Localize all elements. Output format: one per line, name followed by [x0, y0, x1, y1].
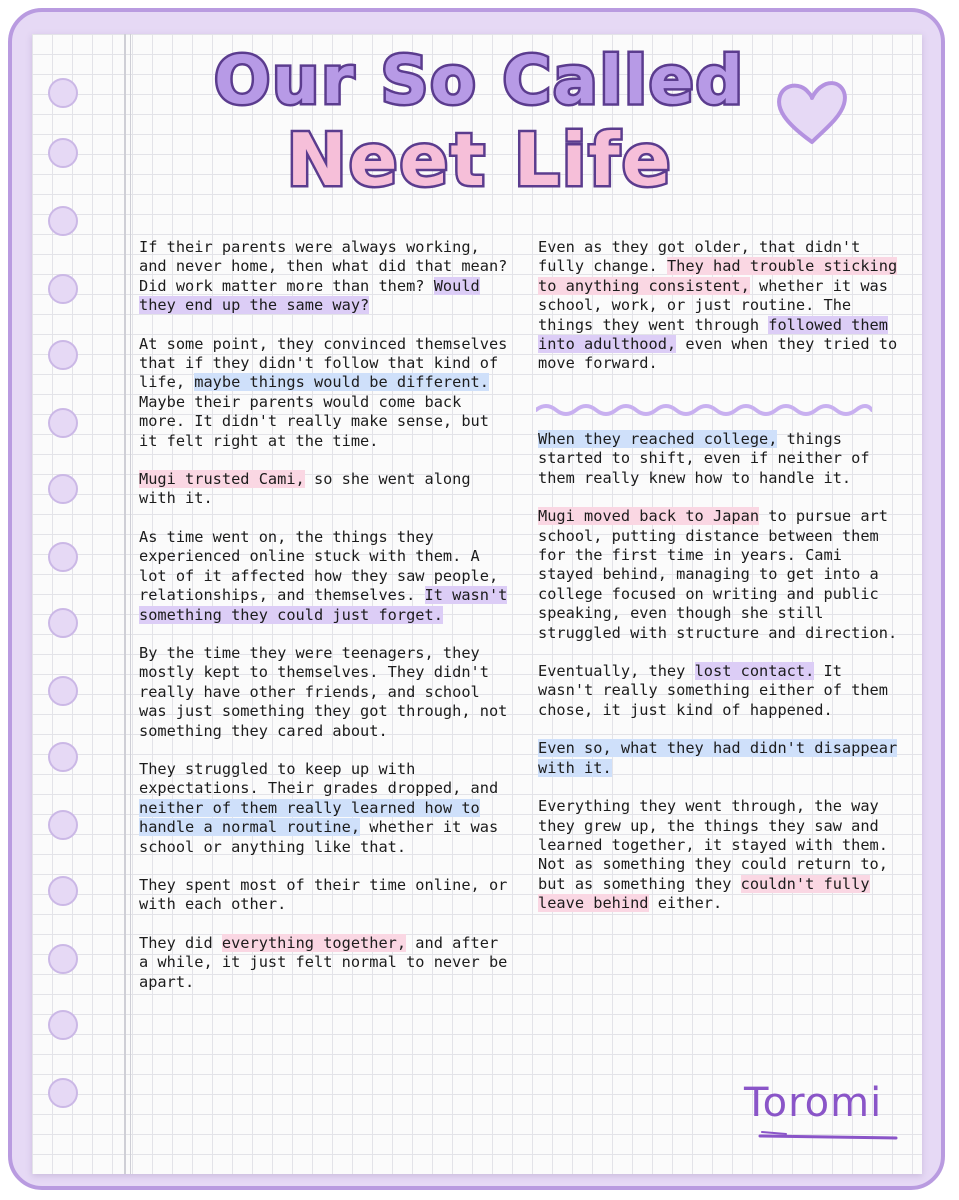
paragraph	[139, 528, 509, 625]
binder-hole	[48, 1010, 78, 1040]
paragraph	[139, 760, 509, 857]
highlighted-text: maybe things would be different.	[194, 373, 489, 392]
highlighted-text: neither of them really learned how to handle a normal routine,	[139, 798, 480, 837]
paragraph-text: whether it was school, work, or just routine. The things they went through	[538, 276, 888, 334]
highlighted-text: They had trouble sticking to anything consistent,	[538, 257, 898, 295]
paragraph-text: Eventually, they	[538, 662, 695, 681]
paragraph-text: Maybe their parents would come back more. It didn't really make sense, but it felt right at the time.	[139, 392, 489, 450]
signature-underline	[756, 1124, 906, 1144]
paragraph-text: whether it was school or anything like that.	[139, 818, 499, 856]
paragraph	[139, 238, 509, 316]
highlighted-text: everything together,	[221, 933, 407, 952]
paragraph	[538, 797, 898, 913]
paragraph	[538, 507, 898, 643]
paragraph-text: to pursue art school, putting distance between them for the first time in years. Cami stayed behind, managing to get into a college focused on writing and public speaking, even though she still struggled with structure and direction.	[538, 507, 898, 642]
highlighted-text: Mugi trusted Cami,	[139, 470, 305, 489]
binder-hole	[48, 474, 78, 504]
paragraph-text: so she went along with it.	[139, 470, 471, 508]
binder-hole	[48, 676, 78, 706]
wavy-divider	[536, 400, 872, 420]
binder-hole	[48, 608, 78, 638]
paragraph-text: At some point, they convinced themselves that if they didn't follow that kind of life,	[139, 334, 508, 392]
paragraph-text: either.	[648, 894, 723, 913]
paragraph	[538, 430, 898, 488]
highlighted-text: lost contact.	[694, 662, 815, 681]
binder-hole	[48, 1078, 78, 1108]
highlighted-text: When they reached college,	[538, 430, 778, 448]
signature: Toromi	[744, 1080, 883, 1126]
binder-hole	[48, 742, 78, 772]
paragraph	[538, 238, 898, 374]
right-column-bottom	[538, 430, 898, 933]
highlighted-text: couldn't fully leave behind	[538, 874, 870, 913]
paragraph	[139, 335, 509, 451]
paragraph-text: By the time they were teenagers, they mostly kept to themselves. They didn't really have other friends, and school was just something they got through, not something they cared about.	[139, 643, 508, 740]
paragraph	[139, 470, 509, 509]
paragraph-text: things started to shift, even if neither of them really knew how to handle it.	[538, 430, 870, 487]
binder-hole	[48, 542, 78, 572]
highlighted-text: Would they end up the same way?	[139, 276, 480, 315]
title-line-1: Our So Called	[214, 42, 745, 119]
paragraph	[538, 739, 898, 778]
heart-icon	[772, 74, 852, 148]
paragraph-text: As time went on, the things they experienced online stuck with them. A lot of it affected how they saw people, relationships, and themselves.	[139, 527, 499, 605]
binder-hole	[48, 206, 78, 236]
binder-hole	[48, 340, 78, 370]
paragraph-text: They spent most of their time online, or with each other.	[139, 875, 508, 914]
paragraph	[538, 662, 898, 720]
paragraph	[139, 934, 509, 992]
margin-line-secondary	[130, 34, 131, 1174]
paragraph-text: They struggled to keep up with expectations. Their grades dropped, and	[139, 759, 499, 798]
paragraph-text: Everything they went through, the way they grew up, the things they saw and learned together, it stayed with them. Not as something they could return to, but as something they	[538, 797, 888, 893]
highlighted-text: Even so, what they had didn't disappear with it.	[538, 739, 898, 777]
paragraph-text: They did	[139, 933, 222, 952]
paragraph-text: If their parents were always working, and never home, then what did that mean? Did work matter more than them?	[139, 238, 508, 295]
binder-hole	[48, 944, 78, 974]
title-line-2: Neet Life	[286, 118, 673, 202]
binder-hole	[48, 810, 78, 840]
margin-line	[124, 34, 126, 1174]
highlighted-text: followed them into adulthood,	[538, 315, 888, 354]
binder-hole	[48, 274, 78, 304]
paragraph	[139, 644, 509, 741]
paragraph-text: Even as they got older, that didn't fully change.	[538, 238, 861, 276]
paragraph-text: and after a while, it just felt normal to never be apart.	[139, 933, 508, 991]
paragraph-text: even when they tried to move forward.	[538, 335, 898, 373]
paragraph-text: It wasn't really something either of them chose, it just kind of happened.	[538, 662, 888, 719]
left-column	[139, 238, 509, 1011]
paragraph	[139, 876, 509, 915]
right-column-top	[538, 238, 898, 393]
binder-hole	[48, 408, 78, 438]
highlighted-text: Mugi moved back to Japan	[538, 507, 760, 526]
highlighted-text: It wasn't something they could just forget.	[139, 586, 508, 624]
binder-hole	[48, 876, 78, 906]
